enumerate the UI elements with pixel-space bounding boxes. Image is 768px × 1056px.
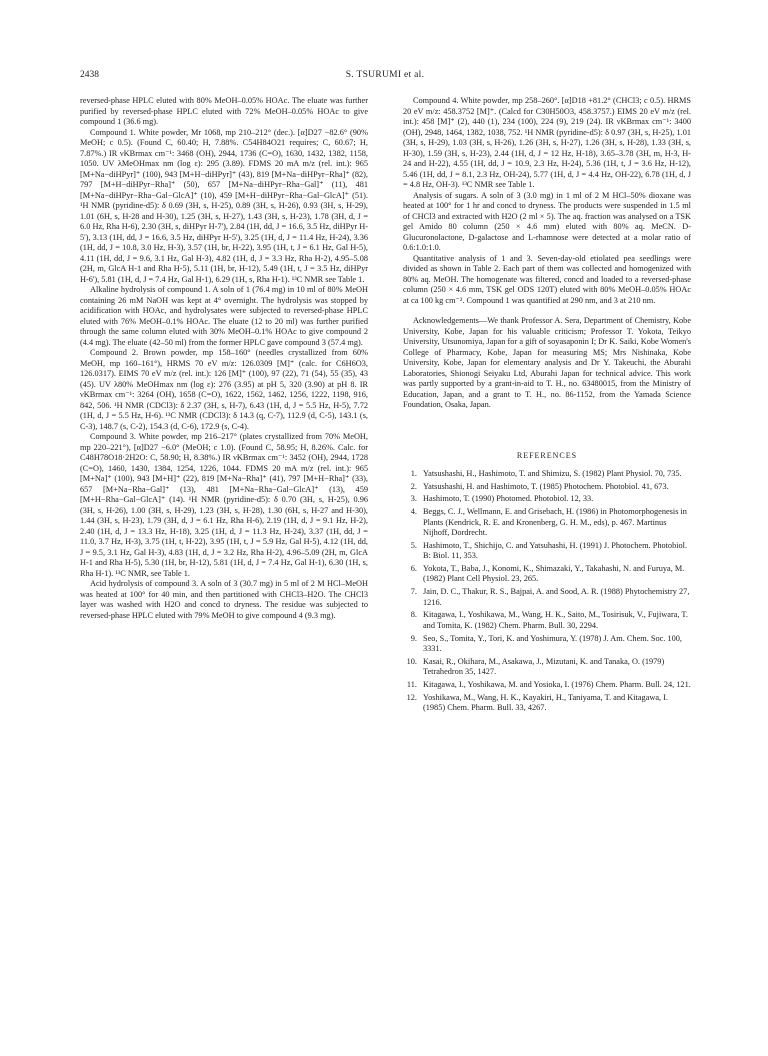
reference-number: 10. <box>406 656 417 666</box>
page-number: 2438 <box>80 70 99 80</box>
reference-text: Jain, D. C., Thakur, R. S., Bajpai, A. and Sood, A. R. (1988) Phytochemistry 27, 1216. <box>423 587 690 607</box>
reference-text: Yatsushashi, H., Hashimoto, T. and Shimizu, S. (1982) Plant Physiol. 70, 735. <box>423 469 682 478</box>
reference-item <box>403 587 691 608</box>
reference-text: Kitagawa, I., Yoshikawa, M., Wang, H. K., Saito, M., Tosirisuk, V., Fujiwara, T. and Tomita, K. (1982) Chem. Pharm. Bull. 30, 2294. <box>423 610 688 630</box>
reference-item <box>403 564 691 585</box>
reference-number: 11. <box>406 679 417 689</box>
paragraph: Analysis of sugars. A soln of 3 (3.0 mg) in 1 ml of 2 M HCl–50% dioxane was heated at 100° for 1 hr and concd to dryness. The products were suspended in 1.5 ml of CHCl3 and extracted with H2O (2 ml × 5). The aq. fraction was analysed on a TSK gel Amido 80 column (250 × 4.6 mm) eluted with 80% aq. MeCN. D-Glucuronolactone, D-galactose and L-rhamnose were detected at a molar ratio of 0.6:1.0:1.0. <box>403 190 691 252</box>
paragraph: Acknowledgements—We thank Professor A. Sera, Department of Chemistry, Kobe University, Kobe, Japan for his valuable criticism; Professor T. Yokota, Teikyo University, Utsunomiya, Japan for a gift of soyasaponin I; Dr K. Saiki, Kobe Women's College of Pharmacy, Kobe, Japan for measuring MS; Mrs Nishinaka, Kobe University, Kobe, Japan for elementary analysis and Dr Y. Takeuchi, the Aburahi Laboratories, Shionogi Seiyaku Ltd, Aburahi Japan for technical advice. This work was partly supported by a grant-in-aid to T. H., no. 63480015, from the Ministry of Education, Japan, and a grant to T. H., no. 86-1152, from the Yamada Science Foundation, Osaka, Japan. <box>403 316 691 409</box>
reference-item <box>403 610 691 631</box>
reference-number: 2. <box>410 481 417 491</box>
reference-text: Hashimoto, T., Shichijo, C. and Yatsuhashi, H. (1991) J. Photochem. Photobiol. B: Biol. 11, 353. <box>423 540 688 561</box>
reference-item <box>403 541 691 562</box>
paragraph: Acid hydrolysis of compound 3. A soln of 3 (30.7 mg) in 5 ml of 2 M HCl–MeOH was heated at 100° for 40 min, and then partitioned with CHCl3–H2O. The CHCl3 layer was washed with H2O and concd to dryness. The residue was subjected to reversed-phase HPLC eluted with 79% MeOH to give compound 4 (9.3 mg). <box>80 579 368 620</box>
reference-item <box>403 634 691 655</box>
reference-text: Yokota, T., Baba, J., Konomi, K., Shimazaki, Y., Takahashi, N. and Furuya, M. (1982) Plant Cell Physiol. 23, 265. <box>423 563 685 584</box>
reference-text: Seo, S., Tomita, Y., Tori, K. and Yoshimura, Y. (1978) J. Am. Chem. Soc. 100, 3331. <box>423 633 682 653</box>
reference-item <box>403 657 691 678</box>
reference-item <box>403 469 691 480</box>
paragraph: Compound 3. White powder, mp 216–217° (plates crystallized from 70% MeOH, mp 220–221°), [α]D27 −6.0° (MeOH; c 1.0). (Found C, 58.95; H, 8.26%. Calc. for C48H78O18·2H2O: C, 58.90; H, 8.38%.) IR νKBrmax cm⁻¹: 3452 (OH), 2944, 1728 (C=O), 1460, 1430, 1384, 1254, 1226, 1044. FDMS 20 mA m/z (rel. int.): 965 [M+Na]⁺ (100), 943 [M+H]⁺ (22), 819 [M+Na−Rha]⁺ (41), 797 [M+H−Rha]⁺ (33), 657 [M+Na−Rha−Gal]⁺ (13), 481 [M+Na−Rha−Gal−GlcA]⁺ (13), 459 [M+H−Rha−Gal−GlcA]⁺ (14). ¹H NMR (pyridine-d5): δ 0.70 (3H, s, H-25), 0.96 (3H, s, H-26), 1.00 (3H, s, H-29), 1.23 (3H, s, H-28), 1.30 (6H, s, H-27 and H-30), 1.44 (3H, s, H-23), 1.79 (3H, d, J = 6.1 Hz, Rha H-6), 2.19 (1H, d, J = 9.1 Hz, H-2), 2.40 (1H, d, J = 13.3 Hz, H-18), 3.25 (1H, d, J = 11.3 Hz, H-24), 3.37 (1H, dd, J = 11.0, 3.7 Hz, H-3), 3.75 (1H, t, H-22), 3.95 (1H, t, J = 5.9 Hz, Gal H-5), 4.12 (1H, dd, J = 9.5, 3.1 Hz, Gal H-3), 4.83 (1H, d, J = 3.2 Hz, Rha H-2), 4.96–5.09 (2H, m, GlcA H-1 and Rha H-5), 5.30 (1H, br, H-12), 5.81 (1H, d, J = 7.4 Hz, Gal H-1), 6.30 (1H, s, Rha H-1). ¹³C NMR, see Table 1. <box>80 432 368 578</box>
paragraph: Compound 2. Brown powder, mp 158–160° (needles crystallized from 60% MeOH, mp 160–161°), HRMS 70 eV m/z: 126.0309 [M]⁺ (calc. for C6H6O3, 126.0317). EIMS 70 eV m/z (rel. int.): 126 [M]⁺ (100), 97 (22), 71 (54), 55 (35), 43 (45). UV λ80% MeOHmax nm (log ε): 276 (3.95) at pH 5, 320 (3.90) at pH 8. IR νKBrmax cm⁻¹: 3264 (OH), 1658 (C=O), 1622, 1562, 1462, 1256, 1222, 1198, 916, 842, 506. ¹H NMR (CDCl3): δ 2.37 (3H, s, H-7), 6.43 (1H, d, J = 5.5 Hz, H-5), 7.72 (1H, d, J = 5.5 Hz, H-6). ¹³C NMR (CDCl3): δ 14.3 (q, C-7), 112.9 (d, C-5), 143.1 (s, C-3), 148.7 (s, C-2), 154.3 (d, C-6), 172.9 (s, C-4). <box>80 348 368 431</box>
reference-text: Hashimoto, T. (1990) Photomed. Photobiol. 12, 33. <box>423 494 594 504</box>
left-column <box>80 96 368 621</box>
reference-item <box>403 693 691 714</box>
reference-number: 8. <box>410 610 417 620</box>
paragraph: Compound 1. White powder, Mr 1068, mp 210–212° (dec.). [α]D27 −82.6° (90% MeOH; c 0.5). (Found C, 60.40; H, 7.88%. C54H84O21 requires; C, 60.67; H, 7.87%.) IR νKBrmax cm⁻¹: 3468 (OH), 2944, 1736 (C=O), 1630, 1432, 1382, 1158, 1050. UV λMeOHmax nm (log ε): 295 (3.89). FDMS 20 mA m/z (rel. int.): 965 [M+Na−diHPyr]⁺ (100), 943 [M+H−diHPyr]⁺ (43), 819 [M+Na−diHPyr−Rha]⁺ (82), 797 [M+H−diHPyr−Rha]⁺ (50), 657 [M+Na−diHPyr−Rha−Gal]⁺ (11), 481 [M+Na−diHPyr−Rha−Gal−GlcA]⁺ (10), 459 [M+H−diHPyr−Rha−Gal−GlcA]⁺ (51). ¹H NMR (pyridine-d5): δ 0.69 (3H, s, H-25), 0.89 (3H, s, H-26), 0.93 (3H, s, H-29), 1.01 (6H, s, H-28 and H-30), 1.25 (3H, s, H-27), 1.43 (3H, s, H-23), 1.78 (3H, d, J = 6.0 Hz, Rha H-6), 2.30 (3H, s, diHPyr H-7'), 2.84 (1H, dd, J = 16.6, 3.5 Hz, diHPyr H-5'), 3.13 (1H, dd, J = 16.6, 3.5 Hz, diHPyr H-5'), 3.25 (1H, d, J = 11.4 Hz, H-24), 3.36 (1H, dd, J = 10.8, 3.0 Hz, H-3), 3.57 (1H, br, H-22), 3.95 (1H, t, J = 6.1 Hz, Gal H-5), 4.11 (1H, dd, J = 9.6, 3.1 Hz, Gal H-3), 4.82 (1H, d, J = 3.3 Hz, Rha H-2), 4.95–5.08 (2H, m, GlcA H-1 and Rha H-5), 5.11 (1H, br, H-12), 5.49 (1H, t, J = 3.5 Hz, diHPyr H-6'), 5.81 (1H, d, J = 7.4 Hz, Gal H-1), 6.29 (1H, s, Rha H-1). ¹³C NMR see Table 1. <box>80 127 368 284</box>
paragraph: Quantitative analysis of 1 and 3. Seven-day-old etiolated pea seedlings were divided as shown in Table 2. Each part of them was collected and homogenized with 80% aq. MeOH. The homogenate was filtered, concd and loaded to a reversed-phase column (250 × 4.6 mm, TSK gel ODS 120T) eluted with 80% MeOH–0.05% HOAc at ca 100 kg cm⁻². Compound 1 was quantified at 290 nm, and 3 at 210 nm. <box>403 253 691 305</box>
reference-text: Yoshikawa, M., Wang, H. K., Kayakiri, H., Taniyama, T. and Kitagawa, I. (1985) Chem. Pharm. Bull. 33, 4267. <box>423 692 669 713</box>
reference-item <box>403 680 691 691</box>
running-title: S. TSURUMI et al. <box>345 70 425 80</box>
reference-item <box>403 494 691 505</box>
reference-number: 1. <box>410 469 417 478</box>
reference-number: 5. <box>410 540 417 550</box>
references-list <box>403 469 691 714</box>
reference-text: Kasai, R., Okihara, M., Asakawa, J., Mizutani, K. and Tanaka, O. (1979) Tetrahedron 35, 1427. <box>423 656 665 677</box>
reference-number: 3. <box>410 494 417 504</box>
paragraph: reversed-phase HPLC eluted with 80% MeOH–0.05% HOAc. The eluate was further purified by reversed-phase HPLC eluted with 72% MeOH–0.05% HOAc to give compound 1 (36.6 mg). <box>80 96 368 126</box>
reference-number: 4. <box>410 507 417 517</box>
reference-number: 6. <box>410 563 417 573</box>
reference-number: 7. <box>410 587 417 597</box>
reference-number: 9. <box>410 633 417 643</box>
reference-text: Kitagawa, I., Yoshikawa, M. and Yosioka, I. (1976) Chem. Pharm. Bull. 24, 121. <box>423 679 691 689</box>
right-column <box>403 96 691 716</box>
reference-text: Beggs, C. J., Wellmann, E. and Grisebach, H. (1986) in Photomorphogenesis in Plants (Kendrick, R. E. and Kronenberg, G. H. M., eds), p. 467. Martinus Nijhoff, Dordrecht. <box>423 507 687 538</box>
reference-number: 12. <box>406 692 417 702</box>
paragraph: Compound 4. White powder, mp 258–260°. [α]D18 +81.2° (CHCl3; c 0.5). HRMS 20 eV m/z: 458.3752 [M]⁺. (Calcd for C30H50O3, 458.3757.) EIMS 20 eV m/z (rel. int.): 458 [M]⁺ (2), 440 (1), 234 (100), 224 (9), 219 (24). IR νKBrmax cm⁻¹: 3400 (OH), 2948, 1464, 1382, 1038, 752. ¹H NMR (pyridine-d5): δ 0.97 (3H, s, H-25), 1.01 (3H, s, H-29), 1.03 (3H, s, H-26), 1.26 (3H, s, H-27), 1.26 (3H, s, H-28), 1.33 (3H, s, H-30), 1.59 (3H, s, H-23), 2.44 (1H, d, J = 12 Hz, H-18), 3.65–3.78 (3H, m, H-3, H-24 and H-22), 4.55 (1H, dd, J = 10.9, 2.3 Hz, H-24), 5.36 (1H, t, J = 3.6 Hz, H-12), 5.46 (1H, dd, J = 8.1, 2.3 Hz, OH-24), 5.77 (1H, d, J = 4.4 Hz, OH-22), 6.78 (1H, d, J = 4.8 Hz, OH-3). ¹³C NMR see Table 1. <box>403 96 691 189</box>
references-heading: REFERENCES <box>516 450 578 460</box>
reference-text: Yatsushashi, H. and Hashimoto, T. (1985) Photochem. Photobiol. 41, 673. <box>423 481 669 491</box>
paragraph: Alkaline hydrolysis of compound 1. A soln of 1 (76.4 mg) in 10 ml of 80% MeOH containing 26 mM NaOH was kept at 4° overnight. The hydrolysis was stopped by acidification with HOAc, and hydrolysates were subjected to reversed-phase HPLC eluted with 76% MeOH–0.1% HOAc. The eluate (12 to 20 ml) was further purified through the same column eluted with 30% MeOH–0.1% HOAc to give compound 2 (4.4 mg). The eluate (42–50 ml) from the former HPLC gave compound 3 (57.4 mg). <box>80 285 368 347</box>
reference-item <box>403 507 691 539</box>
reference-item <box>403 482 691 493</box>
